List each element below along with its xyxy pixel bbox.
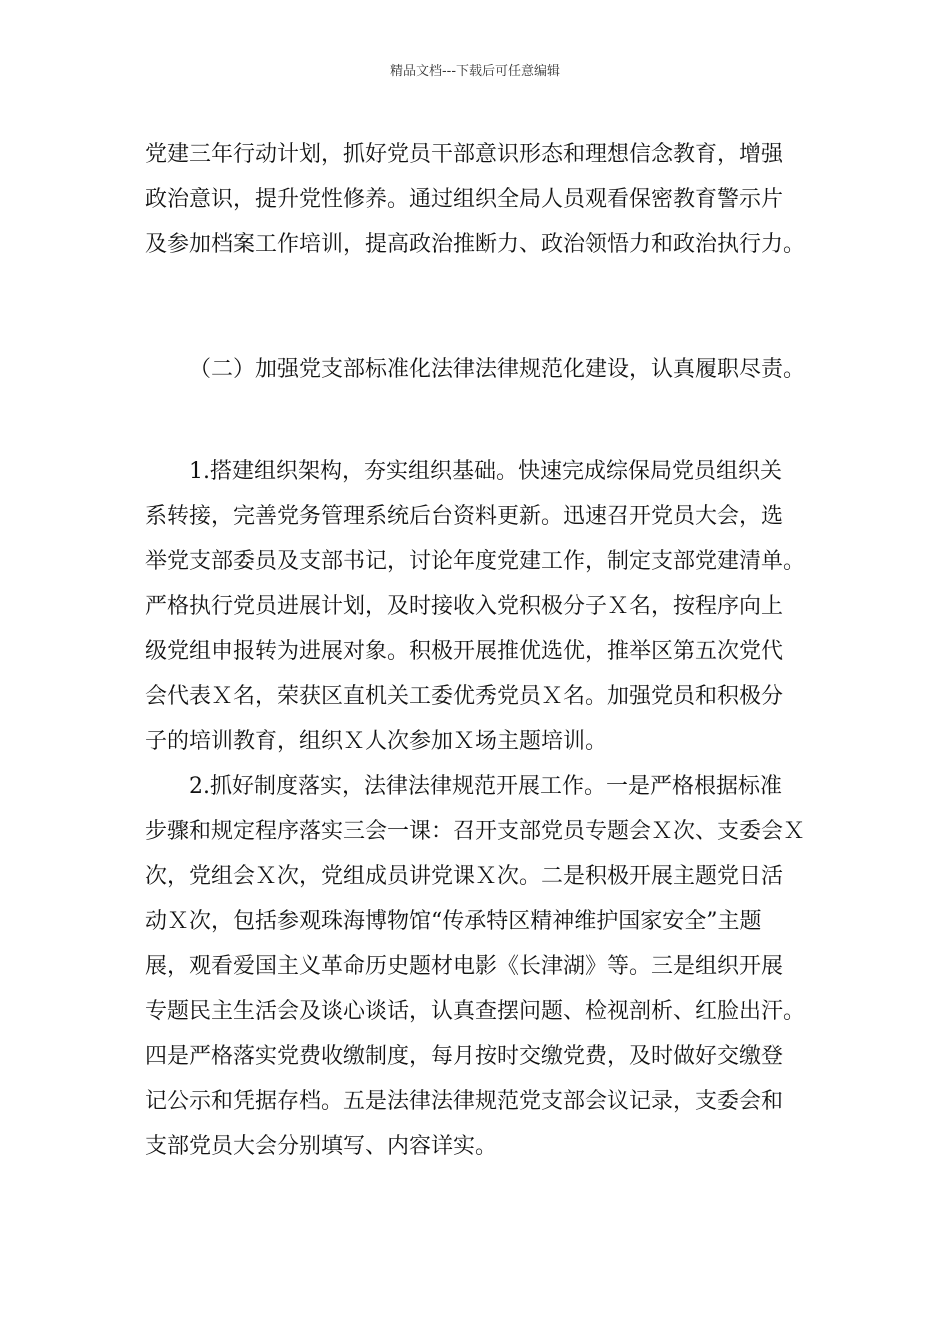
- text-line: 会代表Ｘ名，荣获区直机关工委优秀党员Ｘ名。加强党员和积极分: [145, 684, 784, 709]
- text-line: 支部党员大会分别填写、内容详实。: [145, 1134, 498, 1159]
- text-line: 四是严格落实党费收缴制度，每月按时交缴党费，及时做好交缴登: [145, 1044, 784, 1069]
- text-line: 1.搭建组织架构，夯实组织基础。快速完成综保局党员组织关: [189, 459, 782, 484]
- text-line: 次，党组会Ｘ次，党组成员讲党课Ｘ次。二是积极开展主题党日活: [145, 864, 784, 889]
- text-line: 党建三年行动计划，抓好党员干部意识形态和理想信念教育，增强: [145, 142, 784, 167]
- text-line: 2.抓好制度落实，法律法律规范开展工作。一是严格根据标准: [189, 774, 782, 799]
- page-header: 精品文档---下载后可任意编辑: [389, 64, 561, 79]
- intro-paragraph: [145, 132, 810, 267]
- text-line: 及参加档案工作培训，提高政治推断力、政治领悟力和政治执行力。: [145, 232, 806, 257]
- item-2-paragraph: [145, 764, 810, 1169]
- text-line: 动Ｘ次，包括参观珠海博物馆“传承特区精神维护国家安全”主题: [145, 909, 762, 934]
- text-line: 记公示和凭据存档。五是法律法律规范党支部会议记录，支委会和: [145, 1089, 784, 1114]
- text-line: 严格执行党员进展计划，及时接收入党积极分子Ｘ名，按程序向上: [145, 594, 784, 619]
- item-1-paragraph: [145, 449, 810, 764]
- text-line: 级党组申报转为进展对象。积极开展推优选优，推举区第五次党代: [145, 639, 784, 664]
- text-line: 子的培训教育，组织Ｘ人次参加Ｘ场主题培训。: [145, 729, 608, 754]
- text-line: 步骤和规定程序落实三会一课：召开支部党员专题会Ｘ次、支委会Ｘ: [145, 819, 806, 844]
- text-line: 系转接，完善党务管理系统后台资料更新。迅速召开党员大会，选: [145, 504, 784, 529]
- document-body: [145, 132, 810, 1169]
- text-line: 政治意识，提升党性修养。通过组织全局人员观看保密教育警示片: [145, 187, 784, 212]
- text-line: 举党支部委员及支部书记，讨论年度党建工作，制定支部党建清单。: [145, 549, 806, 574]
- section-heading: （二）加强党支部标准化法律法律规范化建设，认真履职尽责。: [189, 357, 806, 382]
- text-line: 展，观看爱国主义革命历史题材电影《长津湖》等。三是组织开展: [145, 954, 784, 979]
- text-line: 专题民主生活会及谈心谈话，认真查摆问题、检视剖析、红脸出汗。: [145, 999, 806, 1024]
